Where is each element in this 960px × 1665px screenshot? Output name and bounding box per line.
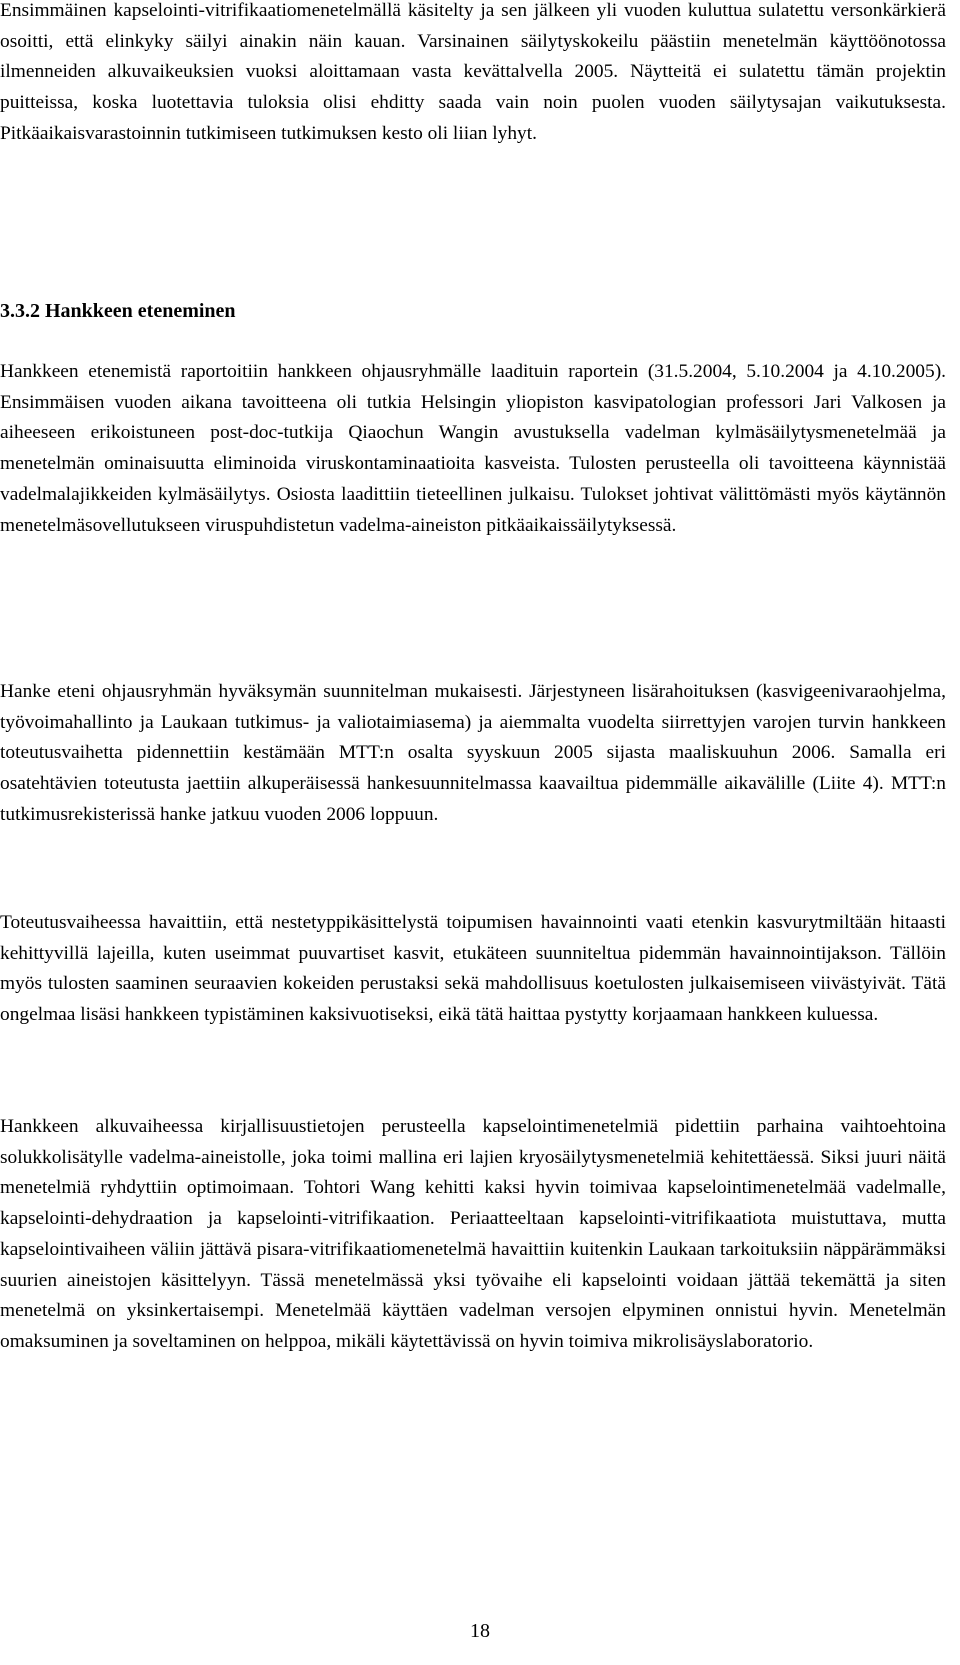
paragraph-reporting: Hankkeen etenemistä raportoitiin hankkeen ohjausryhmälle laadituin raportein (31.5.2004, 5.10.2004 ja 4.10.2005). Ensimmäisen vuoden aikana tavoitteena oli tutkia Helsingin yliopiston kasvipatologian professori Jari Valkosen ja aiheeseen erikoistuneen post-doc-tutkija Qiaochun Wangin avustuksella vadelman kylmäsäilytysmenetelmää ja menetelmän ominaisuutta eliminoida viruskontaminaatioita kasveista. Tulosten perusteella oli tavoitteena käynnistää vadelmalajikkeiden kylmäsäilytys. Osiosta laadittiin tieteellinen julkaisu. Tulokset johtivat välittömästi myös käytännön menetelmäsovellutukseen viruspuhdistetun vadelma-aineiston pitkäaikaissäilytyksessä. — [0, 361, 946, 536]
paragraph-methods: Hankkeen alkuvaiheessa kirjallisuustietojen perusteella kapselointimenetelmiä pidettiin parhaina vaihtoehtoina solukkolisätylle vadelma-aineistolle, joka toimi mallina eri lajien kryosäilytysmenetelmiä kehitettäessä. Siksi juuri näitä menetelmiä ryhdyttiin optimoimaan. Tohtori Wang kehitti kaksi hyvin toimivaa kapselointimenetelmää vadelmalle, kapselointi-dehydraation ja kapselointi-vitrifikaation. Periaatteeltaan kapselointi-vitrifikaatiota muistuttava, mutta kapselointivaiheen väliin jättävä pisara-vitrifikaatiomenetelmä havaittiin kuitenkin Laukaan tarkoituksiin näppärämmäksi suurien aineistojen käsittelyyn. Tässä menetelmässä yksi työvaihe eli kapselointi voidaan jättää tekemättä ja siten menetelmä on yksinkertaisempi. Menetelmää käyttäen vadelman versojen elpyminen onnistui hyvin. Menetelmän omaksuminen ja soveltaminen on helppoa, mikäli käytettävissä on hyvin toimiva mikrolisäyslaboratorio. — [0, 1116, 946, 1352]
page-number: 18 — [470, 1620, 490, 1642]
paragraph-implementation: Toteutusvaiheessa havaittiin, että nestetyppikäsittelystä toipumisen havainnointi vaati etenkin kasvurytmiltään hitaasti kehittyvillä lajeilla, kuten useimmat puuvartiset kasvit, etukäteen suunniteltua pidemmän havainnointijakson. Tällöin myös tulosten saaminen seuraavien kokeiden perustaksi sekä mahdollisuus koetulosten julkaisemiseen viivästyivät. Tätä ongelmaa lisäsi hankkeen typistäminen kaksivuotiseksi, eikä tätä haittaa pystytty korjaamaan hankkeen kuluessa. — [0, 912, 946, 1026]
paragraph-continued: Ensimmäinen kapselointi-vitrifikaatiomenetelmällä käsitelty ja sen jälkeen yli vuoden kuluttua sulatettu versonkärkierä osoitti, että elinkyky säilyi ainakin näin kauan. Varsinainen säilytyskokeilu päästiin menetelmän käyttöönotossa ilmenneiden alkuvaikeuksien vuoksi aloittamaan vasta kevättalvella 2005. Näytteitä ei sulatettu tämän projektin puitteissa, koska luotettavia tuloksia olisi ehditty saada vain noin puolen vuoden säilytysajan vaikutuksesta. Pitkäaikaisvarastoinnin tutkimiseen tutkimuksen kesto oli liian lyhyt. — [0, 0, 946, 144]
paragraph-progress: Hanke eteni ohjausryhmän hyväksymän suunnitelman mukaisesti. Järjestyneen lisärahoituksen (kasvigeenivaraohjelma, työvoimahallinto ja Laukaan tutkimus- ja valiotaimiasema) ja aiemmalta vuodelta siirrettyjen varojen turvin hankkeen toteutusvaihetta pidennettiin kestämään MTT:n osalta syyskuun 2005 sijasta maaliskuuhun 2006. Samalla eri osatehtävien toteutusta jaettiin alkuperäisessä hankesuunnitelmassa kaavailtua pidemmälle aikavälille (Liite 4). MTT:n tutkimusrekisterissä hanke jatkuu vuoden 2006 loppuun. — [0, 681, 946, 825]
section-heading: 3.3.2 Hankkeen eteneminen — [0, 300, 236, 322]
